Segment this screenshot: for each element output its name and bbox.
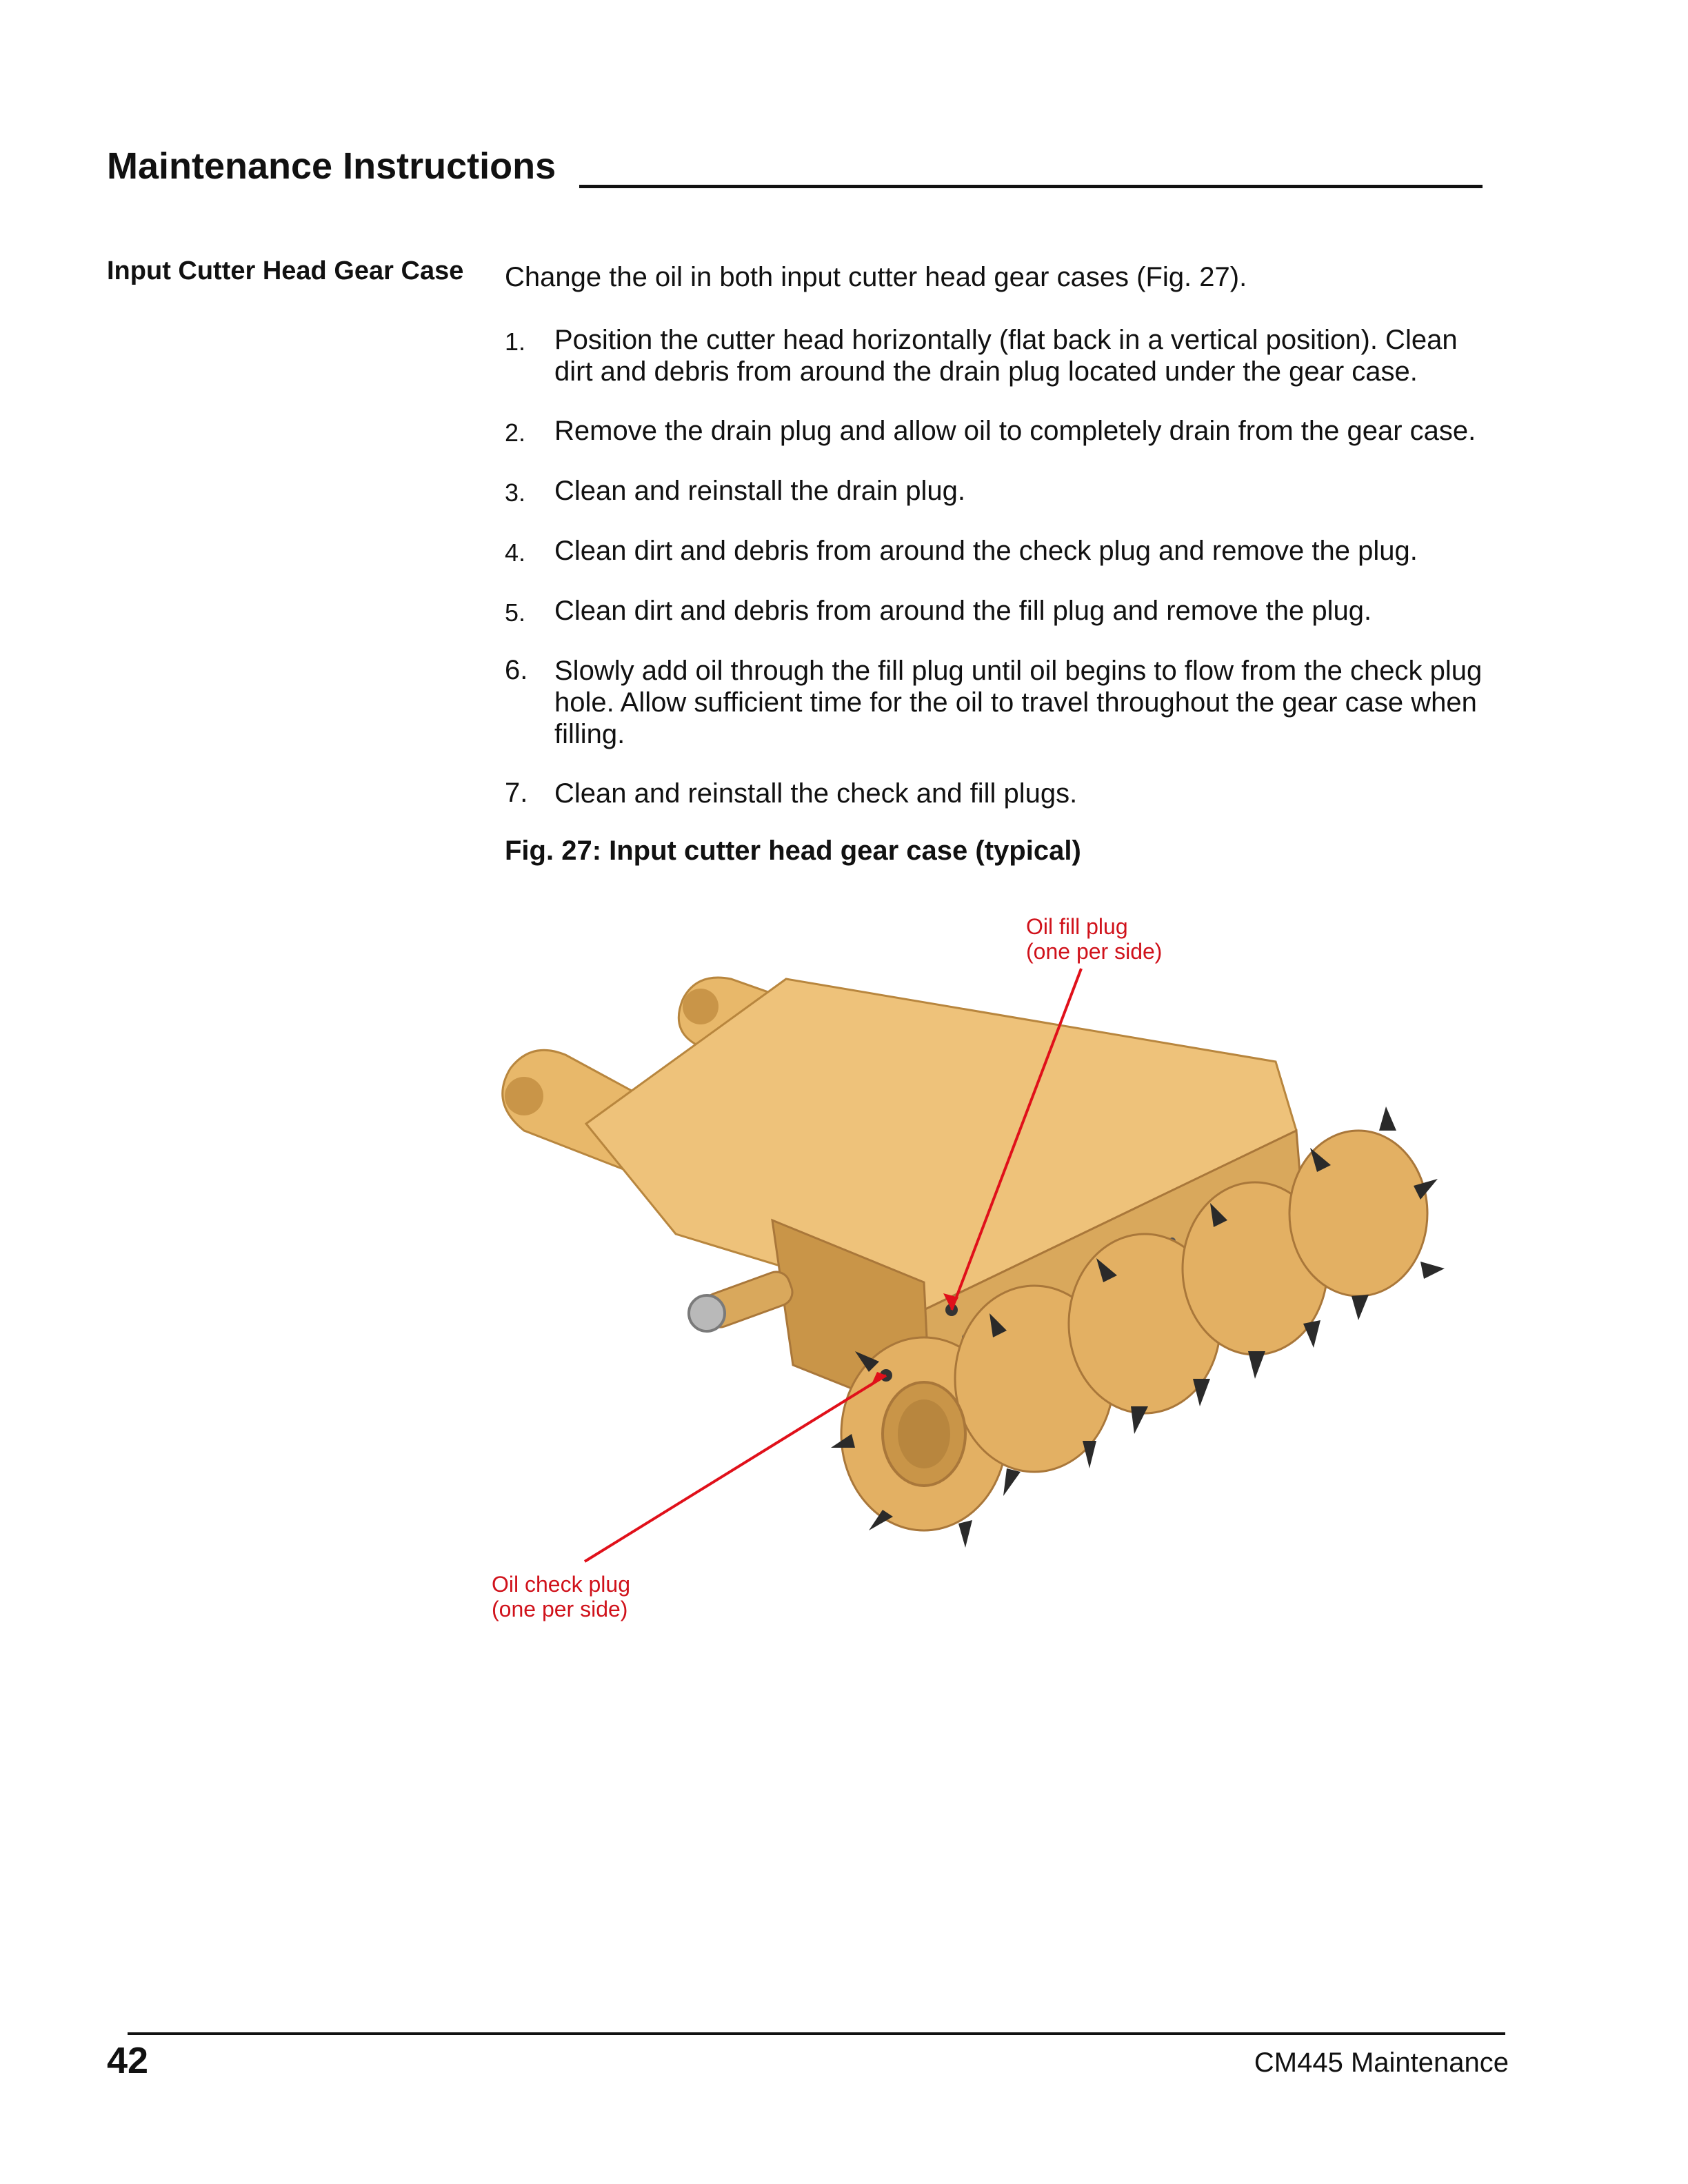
callout-line: (one per side) xyxy=(492,1597,628,1621)
header-rule xyxy=(579,185,1483,188)
step-number: 6. xyxy=(505,655,528,685)
step-text: Clean and reinstall the check and fill plugs. xyxy=(554,778,1078,809)
step-item xyxy=(505,778,1498,809)
step-item xyxy=(505,655,1498,750)
step-text: Position the cutter head horizontally (flat back in a vertical position). Clean dirt and debris from around the drain plug located under the gear case. xyxy=(554,325,1458,387)
drum-bore-inner xyxy=(898,1399,950,1468)
callout-line: Oil check plug xyxy=(492,1572,630,1597)
step-number: 5. xyxy=(505,598,526,627)
page-title: Maintenance Instructions xyxy=(107,145,556,187)
step-item xyxy=(505,595,1498,627)
step-text: Remove the drain plug and allow oil to completely drain from the gear case. xyxy=(554,416,1476,446)
page-number: 42 xyxy=(107,2040,149,2081)
step-number: 2. xyxy=(505,418,526,447)
document-name: CM445 Maintenance xyxy=(1254,2048,1509,2078)
motor-end-cap xyxy=(689,1295,725,1331)
step-text: Clean and reinstall the drain plug. xyxy=(554,476,965,506)
callout-line: Oil fill plug xyxy=(1026,914,1128,939)
step-item xyxy=(505,415,1498,447)
step-number: 1. xyxy=(505,327,526,356)
oil-check-plug-callout xyxy=(492,1572,630,1621)
callout-line: (one per side) xyxy=(1026,939,1163,964)
instruction-steps xyxy=(505,324,1498,837)
arm-pivot-right xyxy=(683,989,719,1024)
step-text: Clean dirt and debris from around the check plug and remove the plug. xyxy=(554,536,1418,566)
step-number: 3. xyxy=(505,478,526,507)
check-plug-leader xyxy=(585,1375,886,1561)
step-number: 7. xyxy=(505,778,528,808)
oil-fill-plug-callout xyxy=(1026,914,1162,964)
step-item xyxy=(505,475,1498,507)
step-text: Clean dirt and debris from around the fill plug and remove the plug. xyxy=(554,596,1372,626)
arm-pivot-left xyxy=(505,1077,543,1115)
step-item xyxy=(505,535,1498,567)
step-number: 4. xyxy=(505,538,526,567)
section-intro: Change the oil in both input cutter head gear cases (Fig. 27). xyxy=(505,262,1247,292)
cutter-head-illustration xyxy=(483,896,1558,1641)
footer-rule xyxy=(128,2032,1505,2035)
section-heading: Input Cutter Head Gear Case xyxy=(107,256,464,285)
step-text: Slowly add oil through the fill plug until oil begins to flow from the check plug hole. Allow sufficient time for the oil to travel throughout the gear case when filling. xyxy=(554,656,1483,749)
figure-caption: Fig. 27: Input cutter head gear case (typical) xyxy=(505,836,1081,866)
step-item xyxy=(505,324,1498,387)
